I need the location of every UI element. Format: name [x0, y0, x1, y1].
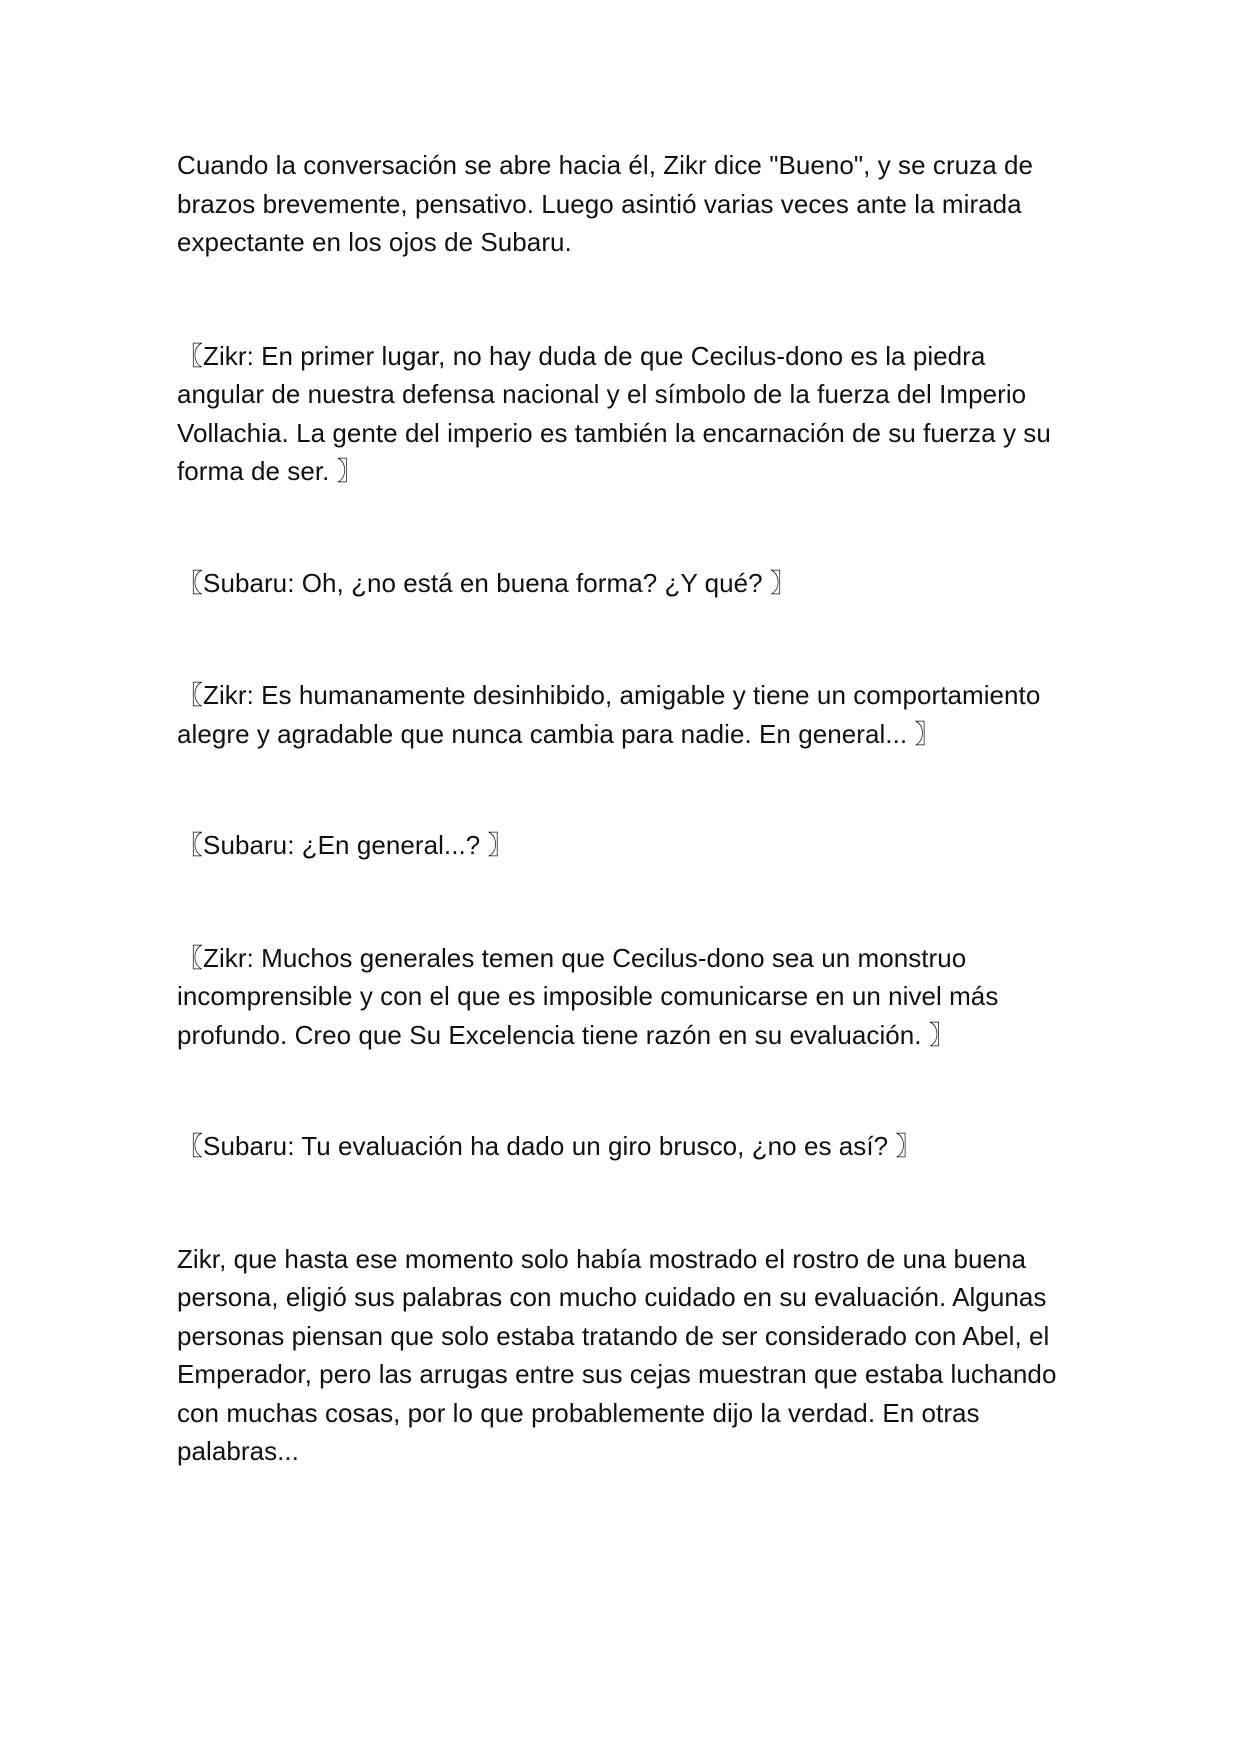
narration-paragraph: Cuando la conversación se abre hacia él, Zikr dice "Bueno", y se cruza de brazos brevemente, pensativo. Luego asintió varias veces ante la mirada expectante en los ojos de Subaru.: [177, 150, 1034, 257]
dialogue-paragraph: 〖Zikr: Es humanamente desinhibido, amigable y tiene un comportamiento alegre y agradable que nunca cambia para nadie. En general... 〗: [177, 680, 1041, 749]
document-body: [177, 146, 1067, 1471]
dialogue-paragraph: 〖Subaru: Tu evaluación ha dado un giro brusco, ¿no es así? 〗: [177, 1131, 922, 1161]
dialogue-paragraph: 〖Zikr: En primer lugar, no hay duda de que Cecilus-dono es la piedra angular de nuestra defensa nacional y el símbolo de la fuerza del Imperio Vollachia. La gente del imperio es también la encarnación de su fuerza y su forma de ser. 〗: [177, 340, 1051, 486]
dialogue-paragraph: 〖Subaru: ¿En general...? 〗: [177, 830, 514, 860]
narration-paragraph: Zikr, que hasta ese momento solo había mostrado el rostro de una buena persona, eligió sus palabras con mucho cuidado en su evaluación. Algunas personas piensan que solo estaba tratando de ser considerado con Abel, el Emperador, pero las arrugas entre sus cejas muestran que estaba luchando con muchas cosas, por lo que probablemente dijo la verdad. En otras palabras...: [177, 1243, 1057, 1466]
dialogue-paragraph: 〖Zikr: Muchos generales temen que Cecilus-dono sea un monstruo incomprensible y con el que es imposible comunicarse en un nivel más profundo. Creo que Su Excelencia tiene razón en su evaluación. 〗: [177, 942, 999, 1050]
dialogue-paragraph: 〖Subaru: Oh, ¿no está en buena forma? ¿Y qué? 〗: [177, 567, 797, 598]
